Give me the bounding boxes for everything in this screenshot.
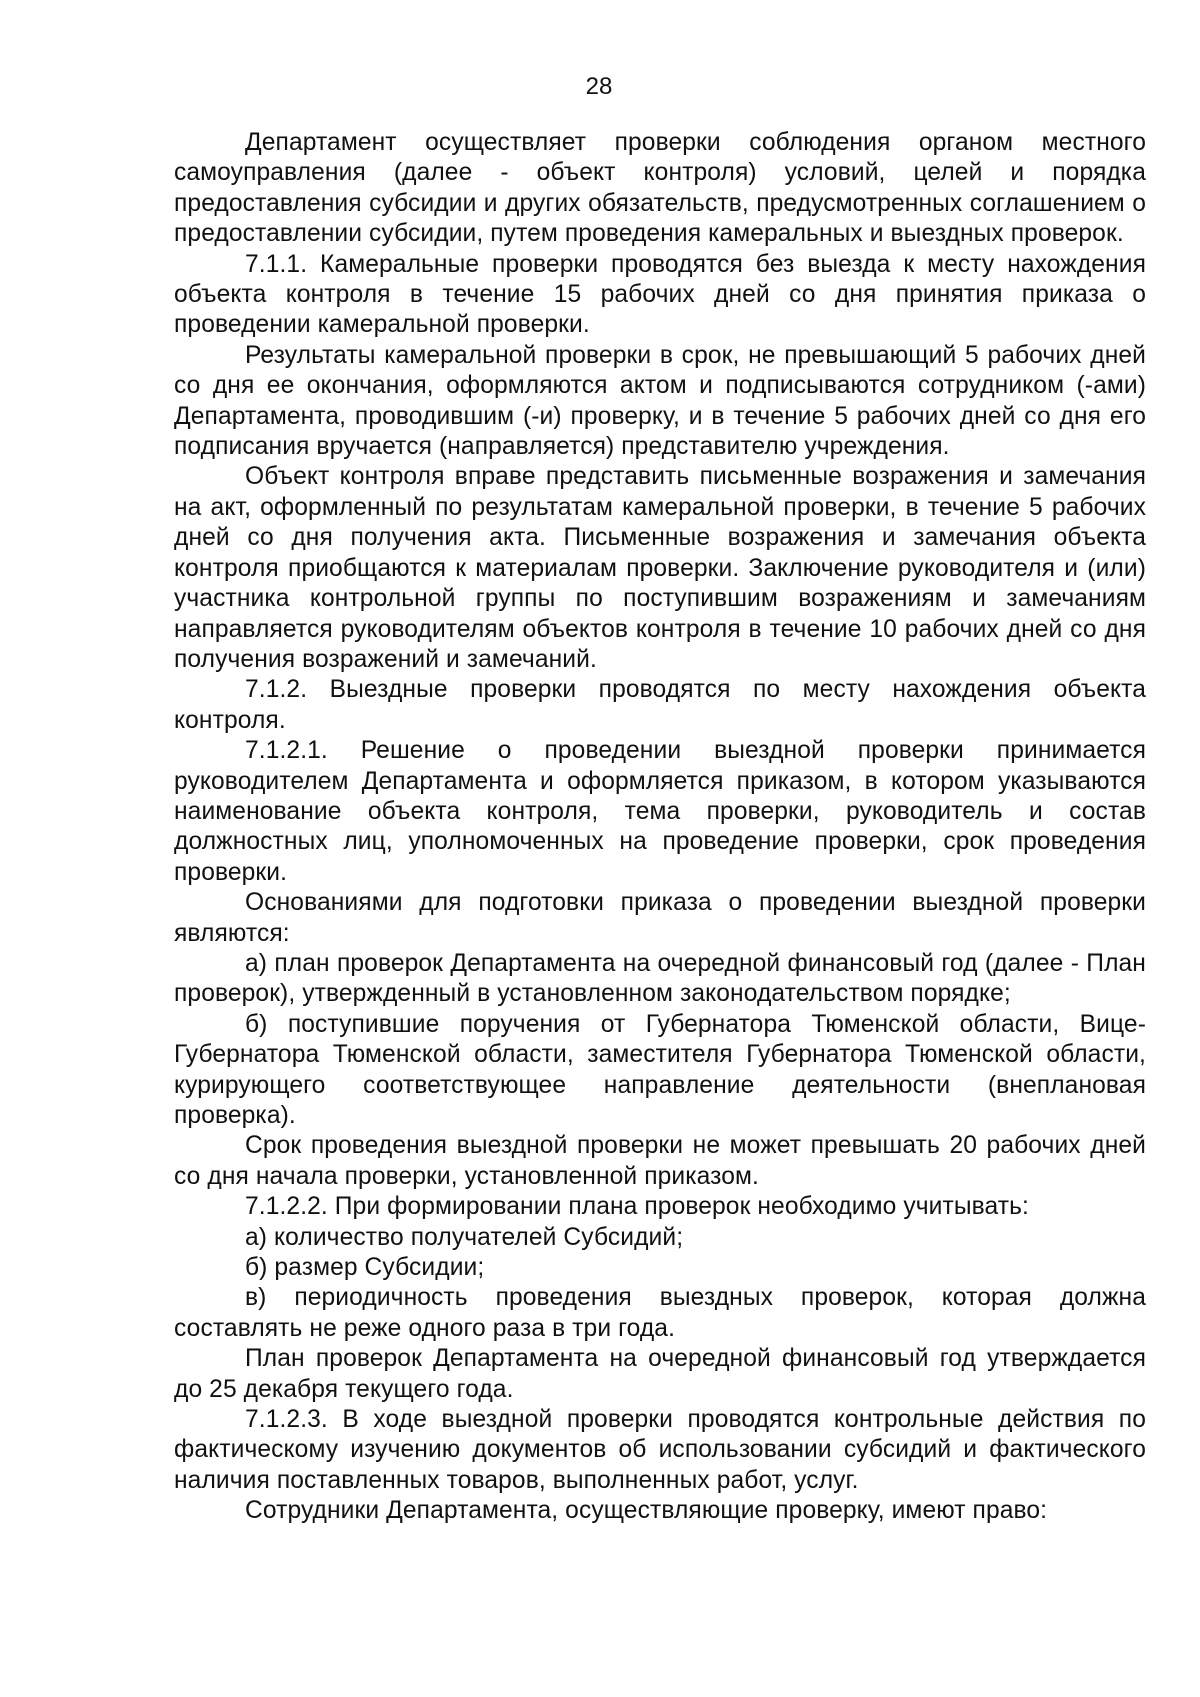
paragraph-ground-b: б) поступившие поручения от Губернатора Тюменской области, Вице-Губернатора Тюменской области, заместителя Губернатора Тюменской области, курирующего соответствующее направление деятельности (внеплановая проверка). bbox=[174, 1010, 1146, 1129]
paragraph-intro: Департамент осуществляет проверки соблюдения органом местного самоуправления (далее - объект контроля) условий, целей и порядка предоставления субсидии и других обязательств, предусмотренных соглашением о предоставлении субсидии, путем проведения камеральных и выездных проверок. bbox=[174, 129, 1146, 248]
paragraph-plan-approval: План проверок Департамента на очередной финансовый год утверждается до 25 декабря текущего года. bbox=[174, 1345, 1146, 1403]
paragraph-objections: Объект контроля вправе представить письменные возражения и замечания на акт, оформленный по результатам камеральной проверки, в течение 5 рабочих дней со дня получения акта. Письменные возражения и замечания объекта контроля приобщаются к материалам проверки. Заключение руководителя и (или) участника контрольной группы по поступившим возражениям и замечаниям направляется руководителям объектов контроля в течение 10 рабочих дней со дня получения возражений и замечаний. bbox=[174, 463, 1146, 673]
paragraph-7-1-2-1: 7.1.2.1. Решение о проведении выездной проверки принимается руководителем Департамента и оформляется приказом, в котором указываются наименование объекта контроля, тема проверки, руководитель и состав должностных лиц, уполномоченных на проведение проверки, срок проведения проверки. bbox=[174, 737, 1146, 886]
paragraph-criterion-b: б) размер Субсидии; bbox=[245, 1254, 485, 1282]
paragraph-criterion-c: в) периодичность проведения выездных проверок, которая должна составлять не реже одного раза в три года. bbox=[174, 1284, 1146, 1342]
paragraph-7-1-2: 7.1.2. Выездные проверки проводятся по месту нахождения объекта контроля. bbox=[174, 676, 1146, 734]
paragraph-ground-a: а) план проверок Департамента на очередной финансовый год (далее - План проверок), утвержденный в установленном законодательством порядке; bbox=[174, 949, 1146, 1008]
paragraph-criterion-a: а) количество получателей Субсидий; bbox=[245, 1223, 684, 1251]
document-body bbox=[174, 128, 1146, 1527]
paragraph-7-1-2-2: 7.1.2.2. При формировании плана проверок необходимо учитывать: bbox=[245, 1193, 1029, 1221]
paragraph-grounds: Основаниями для подготовки приказа о проведении выездной проверки являются: bbox=[174, 889, 1146, 947]
page-number: 28 bbox=[585, 73, 613, 100]
paragraph-7-1-1: 7.1.1. Камеральные проверки проводятся без выезда к месту нахождения объекта контроля в течение 15 рабочих дней со дня принятия приказа о проведении камеральной проверки. bbox=[174, 250, 1146, 339]
paragraph-rights: Сотрудники Департамента, осуществляющие проверку, имеют право: bbox=[245, 1497, 1048, 1525]
paragraph-results: Результаты камеральной проверки в срок, не превышающий 5 рабочих дней со дня ее окончания, оформляются актом и подписываются сотрудником (-ами) Департамента, проводившим (-и) проверку, и в течение 5 рабочих дней со дня его подписания вручается (направляется) представителю учреждения. bbox=[174, 341, 1146, 461]
paragraph-7-1-2-3: 7.1.2.3. В ходе выездной проверки проводятся контрольные действия по фактическому изучению документов об использовании субсидий и фактического наличия поставленных товаров, выполненных работ, услуг. bbox=[174, 1406, 1146, 1494]
paragraph-term: Срок проведения выездной проверки не может превышать 20 рабочих дней со дня начала проверки, установленной приказом. bbox=[174, 1132, 1146, 1190]
